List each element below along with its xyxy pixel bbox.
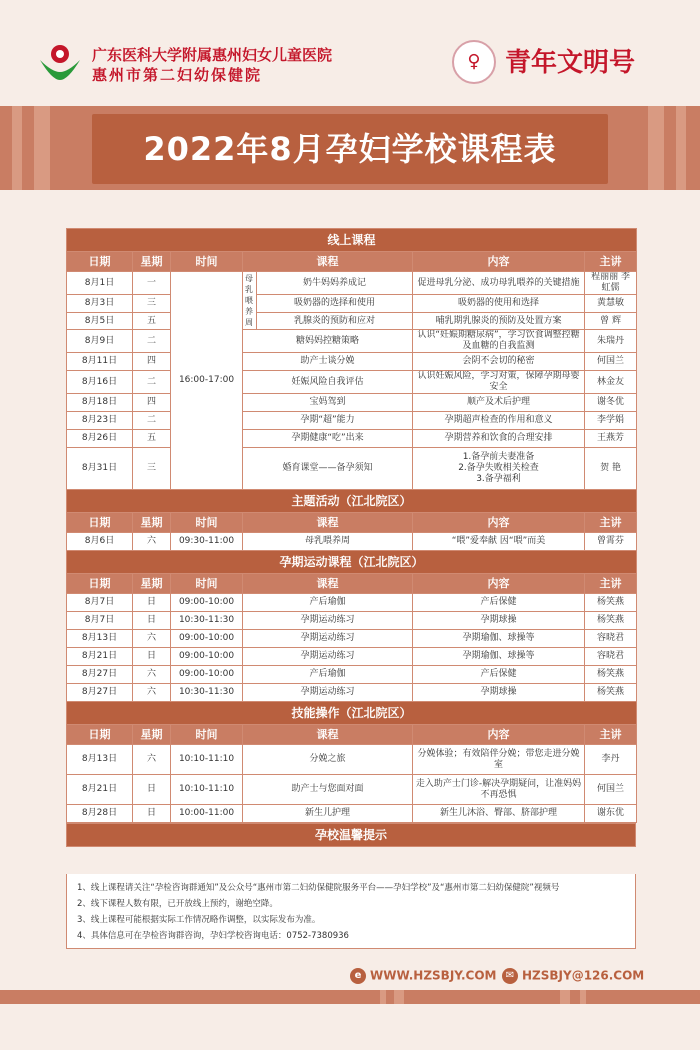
- speaker-cell: 杨笑燕: [585, 594, 637, 612]
- col-date: 日期: [67, 513, 133, 533]
- weekday-cell: 日: [133, 648, 171, 666]
- content-line: 3.备孕福利: [476, 474, 521, 484]
- content-cell: 认识妊娠风险，学习对策，保障孕期母婴安全: [413, 371, 585, 394]
- col-content: 内容: [413, 252, 585, 272]
- page-header: [0, 0, 700, 100]
- tip-item: 3、线上课程可能根据实际工作情况略作调整，以实际发布为准。: [77, 915, 321, 925]
- speaker-cell: 容晓君: [585, 630, 637, 648]
- header-row: [67, 252, 637, 272]
- col-time: 时间: [171, 252, 243, 272]
- content-cell: 分娩体验；有效陪伴分娩；带您走进分娩室: [413, 745, 585, 775]
- col-course: 课程: [243, 252, 413, 272]
- col-course: 课程: [243, 513, 413, 533]
- course-cell: 母乳喂养周: [243, 533, 413, 551]
- weekday-cell: 二: [133, 412, 171, 430]
- col-time: 时间: [171, 725, 243, 745]
- website-icon: e: [350, 968, 366, 984]
- section-row: [67, 229, 637, 252]
- section-title: 孕期运动课程（江北院区）: [67, 551, 637, 574]
- speaker-cell: 谢冬优: [585, 394, 637, 412]
- header-row: [67, 725, 637, 745]
- speaker-cell: 谢东优: [585, 805, 637, 823]
- col-course: 课程: [243, 725, 413, 745]
- website-text: WWW.HZSBJY.COM: [370, 968, 497, 983]
- time-cell: 09:00-10:00: [171, 594, 243, 612]
- course-cell: 助产士与您面对面: [243, 775, 413, 805]
- hospital-alt-name: 惠州市第二妇幼保健院: [92, 66, 263, 84]
- tip-item: 2、线下课程人数有限，已开放线上预约，谢绝空降。: [77, 899, 278, 909]
- weekday-cell: 日: [133, 805, 171, 823]
- table-row: [67, 666, 637, 684]
- date-cell: 8月27日: [67, 684, 133, 702]
- date-cell: 8月21日: [67, 648, 133, 666]
- speaker-cell: 杨笑燕: [585, 666, 637, 684]
- content-cell: 孕期瑜伽、球操等: [413, 648, 585, 666]
- time-cell: 10:00-11:00: [171, 805, 243, 823]
- date-cell: 8月16日: [67, 371, 133, 394]
- table-row: [67, 648, 637, 666]
- date-cell: 8月21日: [67, 775, 133, 805]
- date-cell: 8月6日: [67, 533, 133, 551]
- table-row: [67, 313, 637, 330]
- table-row: [67, 805, 637, 823]
- course-cell: 乳腺炎的预防和应对: [257, 313, 413, 330]
- speaker-cell: 黄慧敏: [585, 295, 637, 313]
- table-row: [67, 775, 637, 805]
- course-cell: 助产士谈分娩: [243, 353, 413, 371]
- weekday-cell: 日: [133, 775, 171, 805]
- content-cell: 孕期球操: [413, 612, 585, 630]
- date-cell: 8月7日: [67, 594, 133, 612]
- col-weekday: 星期: [133, 513, 171, 533]
- speaker-cell: 王燕芳: [585, 430, 637, 448]
- weekday-cell: 一: [133, 272, 171, 295]
- weekday-cell: 六: [133, 666, 171, 684]
- speaker-cell: 贺 艳: [585, 448, 637, 490]
- date-cell: 8月26日: [67, 430, 133, 448]
- time-cell: 09:00-10:00: [171, 666, 243, 684]
- content-cell: 孕期球操: [413, 684, 585, 702]
- speaker-cell: 杨笑燕: [585, 684, 637, 702]
- weekday-cell: 五: [133, 430, 171, 448]
- content-cell: 促进母乳分泌、成功母乳喂养的关键措施: [413, 272, 585, 295]
- weekday-cell: 六: [133, 630, 171, 648]
- table-row: [67, 448, 637, 490]
- content-line: 1.备孕前夫妻准备: [462, 452, 535, 462]
- hospital-name: 广东医科大学附属惠州妇女儿童医院: [92, 46, 333, 64]
- weekday-cell: 六: [133, 745, 171, 775]
- course-cell: 奶牛妈妈养成记: [257, 272, 413, 295]
- content-cell: 会阴不会切的秘密: [413, 353, 585, 371]
- schedule-table: [66, 228, 637, 823]
- content-cell: 孕期瑜伽、球操等: [413, 630, 585, 648]
- col-course: 课程: [243, 574, 413, 594]
- course-cell: 产后瑜伽: [243, 594, 413, 612]
- course-cell: 孕期运动练习: [243, 630, 413, 648]
- schedule: [66, 228, 636, 847]
- section-row: [67, 490, 637, 513]
- date-cell: 8月5日: [67, 313, 133, 330]
- table-row: [67, 745, 637, 775]
- course-cell: 孕期运动练习: [243, 684, 413, 702]
- section-title: 技能操作（江北院区）: [67, 702, 637, 725]
- tip-item: 1、线上课程请关注“孕检咨询群通知”及公众号“惠州市第二妇幼保健院服务平台——孕妇学校”及“惠州市第二妇幼保健院”视频号: [77, 883, 560, 893]
- speaker-cell: 程丽丽 李虹儒: [585, 272, 637, 295]
- header-row: [67, 574, 637, 594]
- date-cell: 8月11日: [67, 353, 133, 371]
- youth-badge-icon: [452, 40, 496, 84]
- course-cell: 吸奶器的选择和使用: [257, 295, 413, 313]
- content-cell: 顺产及术后护理: [413, 394, 585, 412]
- table-row: [67, 684, 637, 702]
- col-speaker: 主讲: [585, 513, 637, 533]
- col-weekday: 星期: [133, 725, 171, 745]
- weekday-cell: 五: [133, 313, 171, 330]
- weekday-cell: 三: [133, 448, 171, 490]
- speaker-cell: 李学娟: [585, 412, 637, 430]
- table-row: [67, 612, 637, 630]
- col-date: 日期: [67, 252, 133, 272]
- weekday-cell: 日: [133, 612, 171, 630]
- table-row: [67, 353, 637, 371]
- col-weekday: 星期: [133, 574, 171, 594]
- time-cell: 10:30-11:30: [171, 612, 243, 630]
- page-title: 2022年8月孕妇学校课程表: [143, 130, 557, 168]
- date-cell: 8月13日: [67, 630, 133, 648]
- speaker-cell: 林金友: [585, 371, 637, 394]
- content-cell: 哺乳期乳腺炎的预防及处置方案: [413, 313, 585, 330]
- content-cell: 新生儿沐浴、臀部、脐部护理: [413, 805, 585, 823]
- time-cell: 09:00-10:00: [171, 630, 243, 648]
- course-cell: 新生儿护理: [243, 805, 413, 823]
- content-cell: 走入助产士门诊-解决孕期疑问，让准妈妈不再恐惧: [413, 775, 585, 805]
- speaker-cell: 曾 辉: [585, 313, 637, 330]
- weekday-cell: 四: [133, 353, 171, 371]
- hospital-logo-icon: [38, 42, 82, 82]
- content-cell: 认识“妊娠期糖尿病”，学习饮食调整控糖及血糖的自我监测: [413, 330, 585, 353]
- course-cell: 分娩之旅: [243, 745, 413, 775]
- content-cell: “喂”爱奉献 因“喂”而美: [413, 533, 585, 551]
- col-speaker: 主讲: [585, 252, 637, 272]
- speaker-cell: 朱瑞丹: [585, 330, 637, 353]
- time-cell: 16:00-17:00: [171, 272, 243, 490]
- col-content: 内容: [413, 513, 585, 533]
- section-row: [67, 702, 637, 725]
- content-cell: [413, 448, 585, 490]
- speaker-cell: 李丹: [585, 745, 637, 775]
- table-row: [67, 594, 637, 612]
- col-time: 时间: [171, 513, 243, 533]
- header-row: [67, 513, 637, 533]
- time-cell: 10:10-11:10: [171, 745, 243, 775]
- tips-title: 孕校温馨提示: [67, 824, 636, 847]
- course-cell: 宝妈驾到: [243, 394, 413, 412]
- weekday-cell: 日: [133, 594, 171, 612]
- date-cell: 8月3日: [67, 295, 133, 313]
- section-title: 主题活动（江北院区）: [67, 490, 637, 513]
- table-row: [67, 394, 637, 412]
- course-cell: 孕期健康“吃”出来: [243, 430, 413, 448]
- speaker-cell: 容晓君: [585, 648, 637, 666]
- content-line: 2.备孕失败相关检查: [458, 463, 539, 473]
- weekday-cell: 四: [133, 394, 171, 412]
- col-date: 日期: [67, 574, 133, 594]
- course-cell: 产后瑜伽: [243, 666, 413, 684]
- table-row: [67, 295, 637, 313]
- weekday-cell: 六: [133, 684, 171, 702]
- date-cell: 8月13日: [67, 745, 133, 775]
- speaker-cell: 曾霄芬: [585, 533, 637, 551]
- weekday-cell: 六: [133, 533, 171, 551]
- table-row: [67, 330, 637, 353]
- email-contact: [502, 968, 644, 984]
- col-time: 时间: [171, 574, 243, 594]
- col-content: 内容: [413, 574, 585, 594]
- col-speaker: 主讲: [585, 725, 637, 745]
- col-date: 日期: [67, 725, 133, 745]
- tip-item: 4、具体信息可在孕检咨询群咨询，孕妇学校咨询电话：0752-7380936: [77, 931, 349, 941]
- footer-bar: [0, 990, 700, 1004]
- course-cell: 妊娠风险自我评估: [243, 371, 413, 394]
- content-cell: 吸奶器的使用和选择: [413, 295, 585, 313]
- date-cell: 8月9日: [67, 330, 133, 353]
- date-cell: 8月1日: [67, 272, 133, 295]
- content-cell: 孕期营养和饮食的合理安排: [413, 430, 585, 448]
- weekday-cell: 二: [133, 330, 171, 353]
- date-cell: 8月18日: [67, 394, 133, 412]
- email-icon: ✉: [502, 968, 518, 984]
- course-cell: 孕期运动练习: [243, 648, 413, 666]
- section-title: 线上课程: [67, 229, 637, 252]
- weekday-cell: 三: [133, 295, 171, 313]
- weekday-cell: 二: [133, 371, 171, 394]
- course-cell: 婚育课堂——备孕须知: [243, 448, 413, 490]
- content-cell: 孕期超声检查的作用和意义: [413, 412, 585, 430]
- email-text: HZSBJY@126.COM: [522, 968, 645, 983]
- course-cell: 孕期“超”能力: [243, 412, 413, 430]
- section-row: [67, 551, 637, 574]
- date-cell: 8月28日: [67, 805, 133, 823]
- content-cell: 产后保健: [413, 594, 585, 612]
- tips-box: [66, 874, 636, 949]
- tips-table: [66, 823, 636, 847]
- content-cell: 产后保健: [413, 666, 585, 684]
- date-cell: 8月23日: [67, 412, 133, 430]
- table-row: [67, 371, 637, 394]
- speaker-cell: 何国兰: [585, 775, 637, 805]
- table-row: [67, 272, 637, 295]
- col-weekday: 星期: [133, 252, 171, 272]
- course-cell: 糖妈妈控糖策略: [243, 330, 413, 353]
- website-contact: [350, 968, 497, 984]
- youth-title: 青年文明号: [505, 48, 636, 78]
- time-cell: 09:00-10:00: [171, 648, 243, 666]
- time-cell: 10:10-11:10: [171, 775, 243, 805]
- date-cell: 8月7日: [67, 612, 133, 630]
- speaker-cell: 杨笑燕: [585, 612, 637, 630]
- col-speaker: 主讲: [585, 574, 637, 594]
- time-cell: 09:30-11:00: [171, 533, 243, 551]
- col-content: 内容: [413, 725, 585, 745]
- speaker-cell: 何国兰: [585, 353, 637, 371]
- table-row: [67, 430, 637, 448]
- group-label: 母乳喂养周: [243, 272, 257, 330]
- youth-badge-glyph: ♀: [467, 51, 481, 72]
- table-row: [67, 533, 637, 551]
- table-row: [67, 630, 637, 648]
- date-cell: 8月27日: [67, 666, 133, 684]
- date-cell: 8月31日: [67, 448, 133, 490]
- table-row: [67, 412, 637, 430]
- time-cell: 10:30-11:30: [171, 684, 243, 702]
- course-cell: 孕期运动练习: [243, 612, 413, 630]
